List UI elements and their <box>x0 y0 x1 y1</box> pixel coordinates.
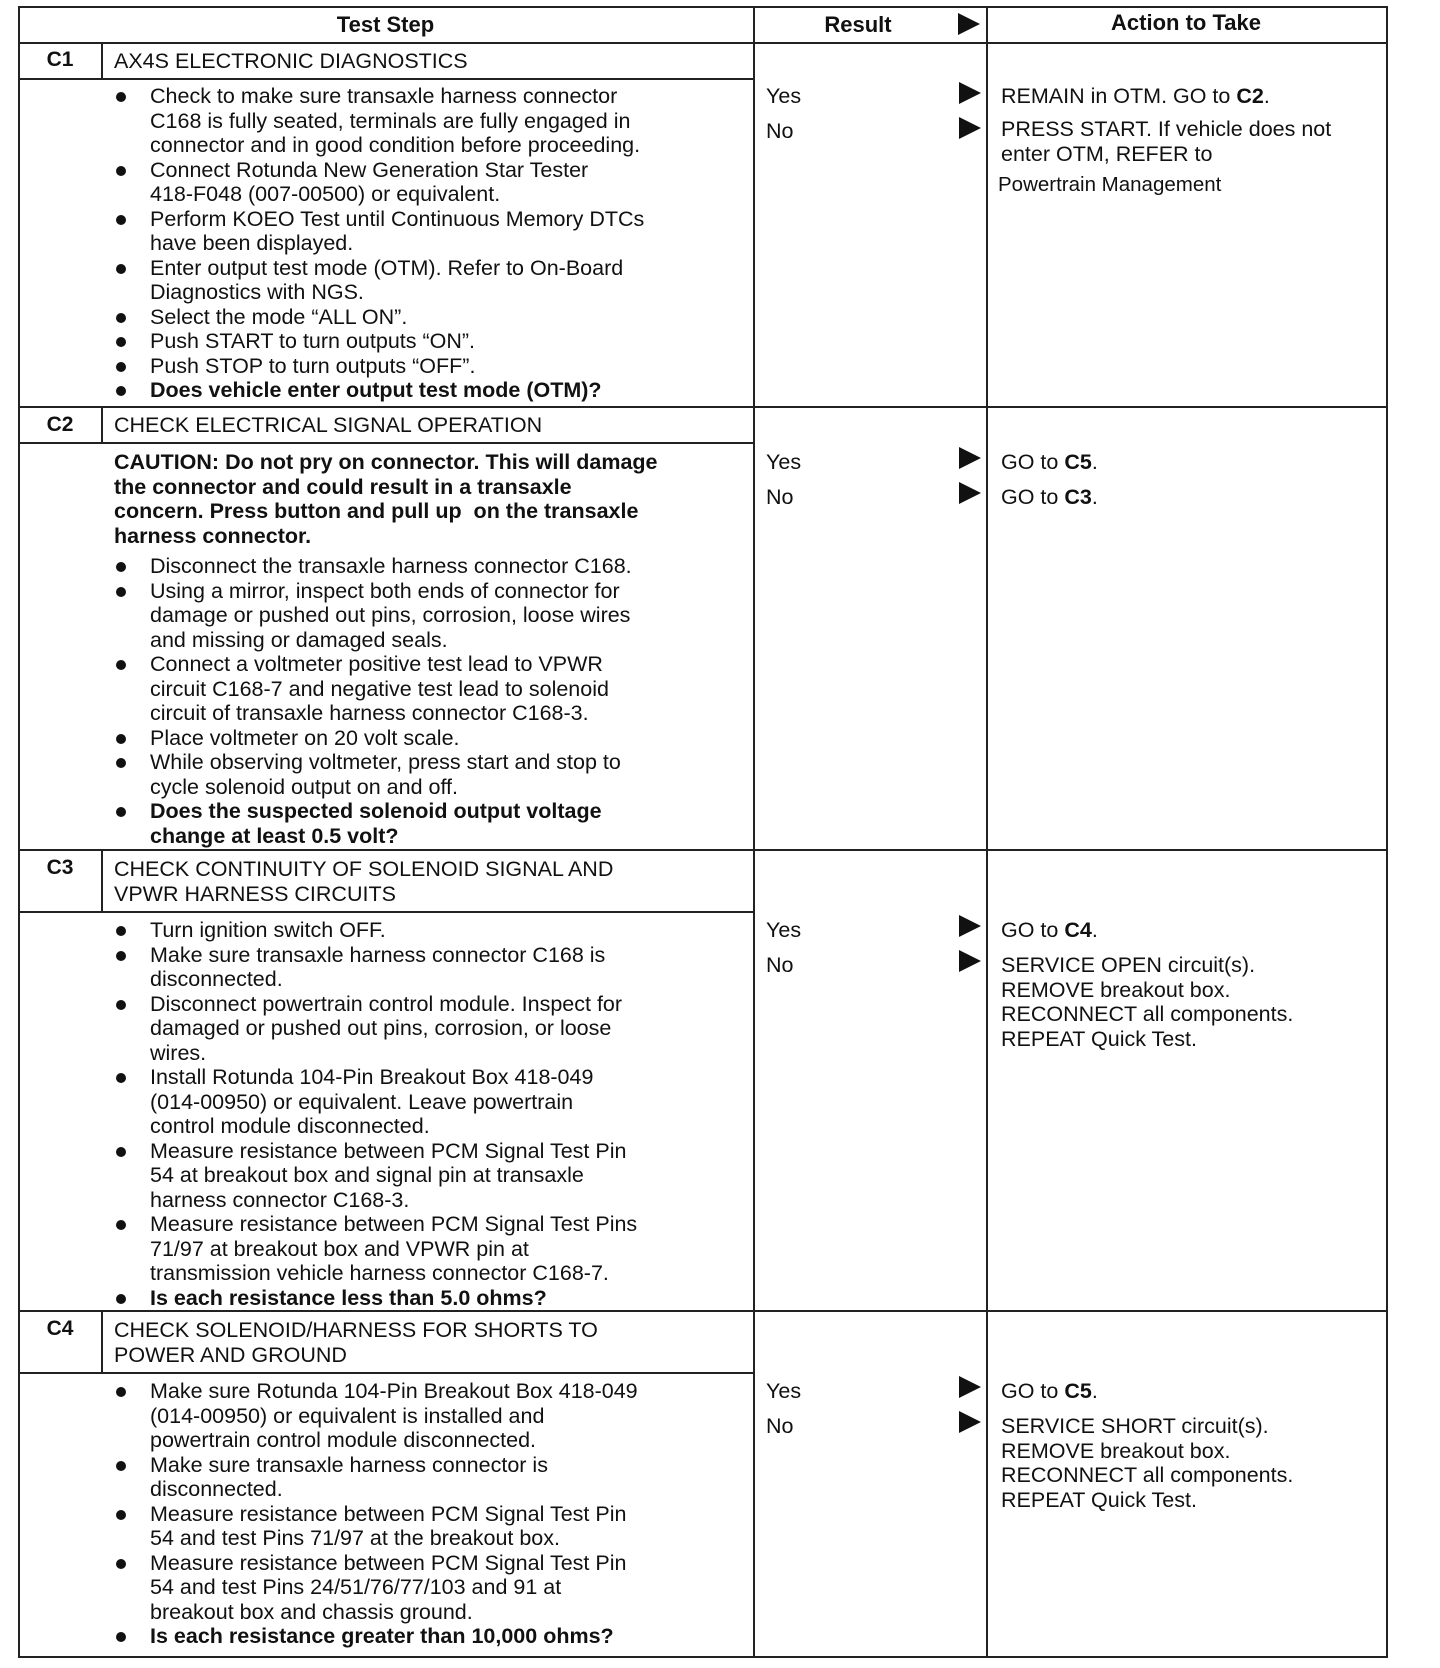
bullet-item: While observing voltmeter, press start and stop to cycle solenoid output on and off. <box>114 750 632 799</box>
result-yes: Yes <box>766 84 802 108</box>
bullet-item: Perform KOEO Test until Continuous Memory DTCs have been displayed. <box>114 207 644 256</box>
step-bullets <box>114 84 644 403</box>
step-id: C1 <box>46 48 74 71</box>
header-action: Action to Take <box>1111 10 1261 35</box>
bullet-item: Measure resistance between PCM Signal Test Pin 54 and test Pins 24/51/76/77/103 and 91 at breakout box and chassis ground. <box>114 1551 638 1625</box>
result-column-divider <box>753 6 755 1658</box>
bullet-item: Measure resistance between PCM Signal Test Pin 54 and test Pins 71/97 at the breakout box. <box>114 1502 638 1551</box>
header-arrow-icon <box>958 13 980 35</box>
bullet-item: Enter output test mode (OTM). Refer to On-Board Diagnostics with NGS. <box>114 256 644 305</box>
caution-note: CAUTION: Do not pry on connector. This will damage the connector and could result in a transaxle concern. Press button and pull up on the transaxle harness connector. <box>114 450 658 548</box>
bullet-question: Is each resistance less than 5.0 ohms? <box>114 1286 637 1311</box>
step-bullets <box>114 1379 638 1649</box>
result-arrow-icon <box>959 915 981 937</box>
header-test-step: Test Step <box>336 12 435 37</box>
result-arrow-icon <box>959 1376 981 1398</box>
step-title: CHECK ELECTRICAL SIGNAL OPERATION <box>114 413 543 437</box>
table-border-bottom <box>18 1656 1388 1658</box>
c2-bottom <box>18 849 1388 851</box>
c2-id-divider <box>101 406 103 442</box>
step-title: CHECK SOLENOID/HARNESS FOR SHORTS TO POWER AND GROUND <box>114 1318 598 1367</box>
bullet-item: Select the mode “ALL ON”. <box>114 305 644 330</box>
bullet-item: Install Rotunda 104-Pin Breakout Box 418-049 (014-00950) or equivalent. Leave powertrain control module disconnected. <box>114 1065 637 1139</box>
result-no: No <box>766 485 794 509</box>
header-result: Result <box>824 12 892 37</box>
result-arrow-icon <box>959 82 981 104</box>
step-id: C4 <box>46 1317 74 1340</box>
result-arrow-icon <box>959 1411 981 1433</box>
header-divider <box>18 42 1388 44</box>
c1-title-divider <box>18 78 755 80</box>
table-border-left <box>18 6 20 1658</box>
table-border-top <box>18 6 1388 8</box>
action-yes: GO to C5. <box>1001 450 1098 474</box>
action-column-divider <box>986 6 988 1658</box>
bullet-item: Push START to turn outputs “ON”. <box>114 329 644 354</box>
action-yes: GO to C5. <box>1001 1379 1098 1403</box>
bullet-question: Does the suspected solenoid output voltage change at least 0.5 volt? <box>114 799 632 848</box>
bullet-question: Does vehicle enter output test mode (OTM)? <box>114 378 644 403</box>
action-no: SERVICE SHORT circuit(s). REMOVE breakout box. RECONNECT all components. REPEAT Quick Test. <box>1001 1414 1294 1512</box>
bullet-item: Disconnect the transaxle harness connector C168. <box>114 554 632 579</box>
action-note: Powertrain Management <box>998 173 1222 196</box>
bullet-item: Turn ignition switch OFF. <box>114 918 637 943</box>
step-id: C2 <box>46 413 74 436</box>
action-yes: GO to C4. <box>1001 918 1098 942</box>
c3-bottom <box>18 1310 1388 1312</box>
result-no: No <box>766 119 794 143</box>
result-arrow-icon <box>959 117 981 139</box>
bullet-item: Make sure transaxle harness connector is disconnected. <box>114 1453 638 1502</box>
step-title: AX4S ELECTRONIC DIAGNOSTICS <box>114 49 468 73</box>
c3-id-divider <box>101 849 103 911</box>
result-yes: Yes <box>766 918 802 942</box>
c2-title-divider <box>18 442 755 444</box>
step-bullets <box>114 554 632 848</box>
bullet-item: Place voltmeter on 20 volt scale. <box>114 726 632 751</box>
result-arrow-icon <box>959 447 981 469</box>
c4-id-divider <box>101 1310 103 1372</box>
c1-id-divider <box>101 42 103 78</box>
bullet-item: Using a mirror, inspect both ends of connector for damage or pushed out pins, corrosion, loose wires and missing or damaged seals. <box>114 579 632 653</box>
c4-title-divider <box>18 1372 755 1374</box>
bullet-question: Is each resistance greater than 10,000 ohms? <box>114 1624 638 1649</box>
bullet-item: Connect a voltmeter positive test lead to VPWR circuit C168-7 and negative test lead to solenoid circuit of transaxle harness connector C168-3. <box>114 652 632 726</box>
bullet-item: Measure resistance between PCM Signal Test Pin 54 at breakout box and signal pin at transaxle harness connector C168-3. <box>114 1139 637 1213</box>
step-bullets <box>114 918 637 1310</box>
c1-bottom <box>18 406 1388 408</box>
result-yes: Yes <box>766 1379 802 1403</box>
bullet-item: Check to make sure transaxle harness connector C168 is fully seated, terminals are fully engaged in connector and in good condition before proceeding. <box>114 84 644 158</box>
result-no: No <box>766 1414 794 1438</box>
bullet-item: Connect Rotunda New Generation Star Tester 418-F048 (007-00500) or equivalent. <box>114 158 644 207</box>
step-title: CHECK CONTINUITY OF SOLENOID SIGNAL AND VPWR HARNESS CIRCUITS <box>114 857 614 906</box>
action-no: SERVICE OPEN circuit(s). REMOVE breakout box. RECONNECT all components. REPEAT Quick Test. <box>1001 953 1294 1051</box>
action-no: GO to C3. <box>1001 485 1098 509</box>
action-yes: REMAIN in OTM. GO to C2. <box>1001 84 1270 108</box>
result-arrow-icon <box>959 482 981 504</box>
result-arrow-icon <box>959 950 981 972</box>
table-border-right <box>1386 6 1388 1658</box>
step-id: C3 <box>46 856 74 879</box>
bullet-item: Make sure transaxle harness connector C168 is disconnected. <box>114 943 637 992</box>
bullet-item: Disconnect powertrain control module. Inspect for damaged or pushed out pins, corrosion, or loose wires. <box>114 992 637 1066</box>
bullet-item: Measure resistance between PCM Signal Test Pins 71/97 at breakout box and VPWR pin at transmission vehicle harness connector C168-7. <box>114 1212 637 1286</box>
c3-title-divider <box>18 911 755 913</box>
bullet-item: Make sure Rotunda 104-Pin Breakout Box 418-049 (014-00950) or equivalent is installed and powertrain control module disconnected. <box>114 1379 638 1453</box>
result-no: No <box>766 953 794 977</box>
bullet-item: Push STOP to turn outputs “OFF”. <box>114 354 644 379</box>
result-yes: Yes <box>766 450 802 474</box>
action-no: PRESS START. If vehicle does not enter OTM, REFER to <box>1001 117 1332 166</box>
